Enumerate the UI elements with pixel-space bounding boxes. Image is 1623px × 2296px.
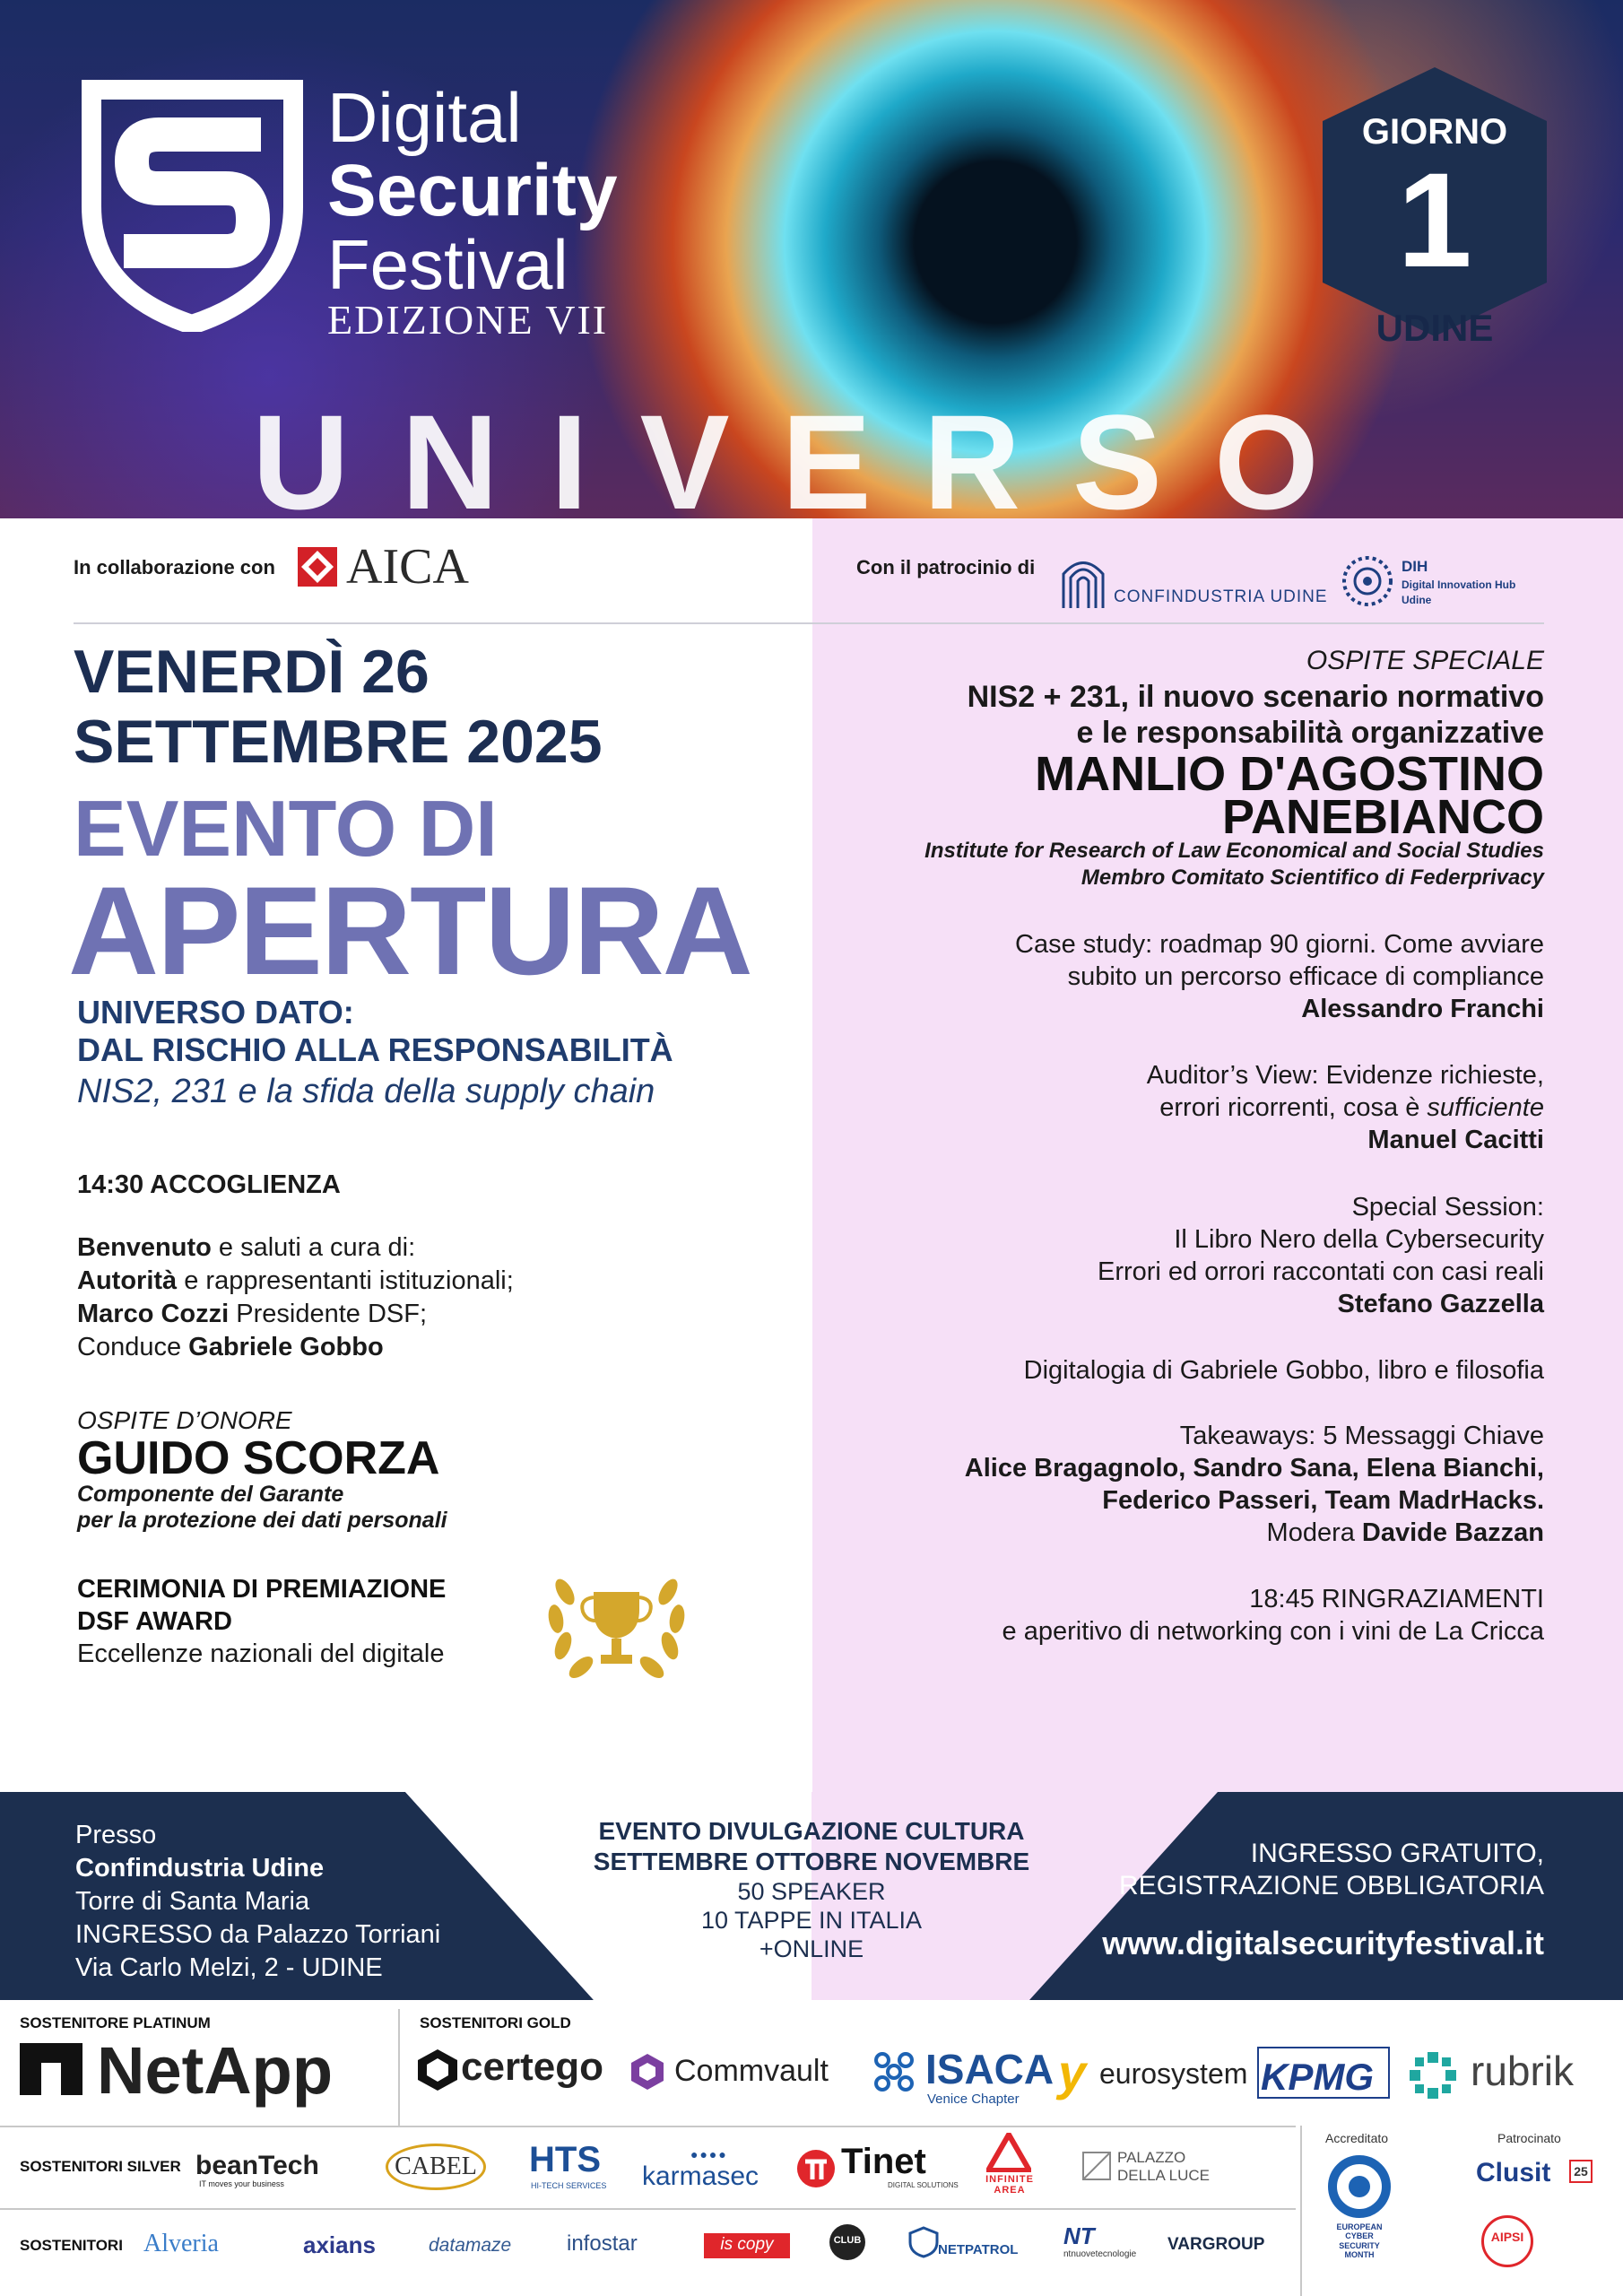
club-logo: CLUB (833, 2235, 862, 2246)
aica-logo-icon (298, 547, 337, 587)
palazzo-luce-logo: PALAZZO DELLA LUCE (1117, 2149, 1210, 2184)
session5-speakers1: Alice Bragagnolo, Sandro Sana, Elena Bianchi, (964, 1454, 1544, 1483)
venue-label: Presso (75, 1821, 157, 1849)
event-title-line2: APERTURA (68, 860, 751, 1001)
dih-city: Udine (1402, 594, 1432, 606)
session4-title: Digitalogia di Gabriele Gobbo, libro e filosofia (1023, 1356, 1544, 1385)
brand-festival: Festival (327, 225, 568, 304)
eurosystem-mark-icon: y (1058, 2044, 1087, 2100)
kpmg-logo: KPMG (1261, 2056, 1374, 2098)
isaca-chapter: Venice Chapter (927, 2092, 1020, 2107)
infinite-area-logo-icon (986, 2133, 1031, 2172)
session1-title1: Case study: roadmap 90 giorni. Come avviare (1015, 930, 1544, 959)
iscopy-logo: is copy (720, 2235, 774, 2254)
collab-label: In collaborazione con (74, 556, 275, 578)
welcome-line2: Autorità e rappresentanti istituzionali; (77, 1266, 514, 1295)
session3-title1: Special Session: (1351, 1193, 1544, 1222)
aica-logo-text: AICA (346, 539, 469, 595)
ecsm-logo-icon (1327, 2154, 1392, 2219)
ecsm-line1: EUROPEAN (1336, 2222, 1383, 2231)
netpatrol-logo: NETPATROL (938, 2242, 1019, 2257)
commvault-logo-icon (628, 2052, 667, 2092)
registration-required: REGISTRAZIONE OBBLIGATORIA (1119, 1871, 1544, 1900)
clusit-25-badge: 25 (1569, 2160, 1593, 2183)
commvault-logo: Commvault (674, 2054, 829, 2088)
closing-networking: e aperitivo di networking con i vini de La Cricca (1002, 1617, 1544, 1646)
netapp-logo: NetApp (97, 2033, 334, 2108)
tour-speakers: 50 SPEAKER (737, 1878, 886, 1905)
welcome-line3: Marco Cozzi Presidente DSF; (77, 1300, 428, 1328)
tinet-tagline: DIGITAL SOLUTIONS (888, 2181, 959, 2189)
karmasec-logo: karmasec (642, 2161, 759, 2191)
confindustria-logo-icon (1056, 547, 1110, 610)
certego-logo: certego (461, 2045, 603, 2089)
honor-guest-name: GUIDO SCORZA (77, 1432, 440, 1484)
tour-online: +ONLINE (759, 1935, 864, 1962)
venue-entrance: INGRESSO da Palazzo Torriani (75, 1920, 441, 1949)
session5-moderator: Modera Davide Bazzan (1266, 1518, 1544, 1547)
aipsi-logo: AIPSI (1490, 2230, 1524, 2244)
accredited-label: Accreditato (1325, 2131, 1389, 2145)
karmasec-dots-icon: ●●●● (690, 2147, 728, 2161)
award-description: Eccellenze nazionali del digitale (77, 1639, 445, 1668)
special-guest-affiliation1: Institute for Research of Law Economical and Social Studies (924, 839, 1544, 863)
patronage-label: Patrocinato (1497, 2131, 1561, 2145)
session1-title2: subito un percorso efficace di compliance (1067, 962, 1544, 991)
theme-line2: DAL RISCHIO ALLA RESPONSABILITÀ (77, 1031, 673, 1068)
nt-mark-icon: NT (1063, 2222, 1095, 2249)
beantech-tagline: IT moves your business (199, 2179, 284, 2188)
hero-banner (0, 0, 1623, 518)
hts-logo: HTS (529, 2140, 601, 2179)
isaca-logo-icon (872, 2049, 916, 2094)
hts-tagline: HI-TECH SERVICES (531, 2181, 607, 2190)
tinet-logo-icon (796, 2149, 836, 2188)
event-date-month: SETTEMBRE 2025 (74, 708, 603, 776)
venue-address: Via Carlo Melzi, 2 - UDINE (75, 1953, 383, 1982)
confindustria-name: CONFINDUSTRIA UDINE (1114, 587, 1328, 606)
rubrik-logo-icon (1408, 2050, 1458, 2100)
certego-logo-icon (418, 2049, 457, 2091)
welcome-line1: Benvenuto e saluti a cura di: (77, 1233, 416, 1262)
isaca-logo: ISACA (925, 2046, 1055, 2092)
rubrik-logo: rubrik (1471, 2048, 1575, 2094)
award-name: DSF AWARD (77, 1607, 232, 1636)
infinite-area-logo: INFINITE AREA (985, 2174, 1034, 2196)
day-city: UDINE (1376, 307, 1494, 349)
venue-building: Torre di Santa Maria (75, 1887, 310, 1916)
dih-subtitle: Digital Innovation Hub (1402, 578, 1516, 591)
silver-label: SOSTENITORI SILVER (20, 2158, 181, 2175)
palazzo-luce-logo-icon (1081, 2151, 1112, 2181)
registration-free: INGRESSO GRATUITO, (1250, 1839, 1544, 1868)
session3-speaker: Stefano Gazzella (1337, 1290, 1544, 1318)
special-talk-line1: NIS2 + 231, il nuovo scenario normativo (967, 680, 1544, 714)
datamaze-logo: datamaze (429, 2235, 512, 2256)
dih-logo-icon (1341, 554, 1394, 608)
session2-title1: Auditor’s View: Evidenze richieste, (1146, 1061, 1544, 1090)
cabel-logo: CABEL (395, 2152, 477, 2180)
award-ceremony: CERIMONIA DI PREMIAZIONE (77, 1575, 447, 1604)
session3-title2: Il Libro Nero della Cybersecurity (1174, 1225, 1544, 1254)
website-link[interactable]: www.digitalsecurityfestival.it (1102, 1925, 1544, 1961)
divider (74, 622, 1544, 624)
dsf-shield-logo-icon (74, 72, 311, 332)
tour-title: EVENTO DIVULGAZIONE CULTURA (598, 1817, 1025, 1845)
session3-title3: Errori ed orrori raccontati con casi reali (1097, 1257, 1544, 1286)
honor-guest-role2: per la protezione dei dati personali (77, 1508, 447, 1533)
brand-digital: Digital (327, 78, 522, 157)
divider (398, 2009, 400, 2126)
day-label: GIORNO (1361, 112, 1508, 152)
event-title-line1: EVENTO DI (74, 784, 498, 873)
session5-speakers2: Federico Passeri, Team MadrHacks. (1102, 1486, 1544, 1515)
ecsm-text (1325, 2222, 1393, 2259)
netpatrol-logo-icon (907, 2226, 940, 2258)
divider (0, 2208, 1296, 2210)
special-guest-name1: MANLIO D'AGOSTINO (1035, 747, 1544, 801)
honor-guest-label: OSPITE D’ONORE (77, 1406, 292, 1434)
alveria-logo: Alveria (143, 2230, 219, 2257)
session1-speaker: Alessandro Franchi (1301, 995, 1544, 1023)
universo-dato-banner: UNIVERSO (252, 387, 1371, 518)
divider (1300, 2126, 1302, 2296)
divider (0, 2126, 1296, 2127)
brand-security: Security (327, 150, 618, 231)
infostar-logo: infostar (567, 2231, 638, 2256)
honor-guest-role1: Componente del Garante (77, 1482, 344, 1507)
supporters-label: SOSTENITORI (20, 2237, 123, 2254)
trophy-icon (538, 1556, 695, 1691)
welcome-time: 14:30 ACCOGLIENZA (77, 1170, 341, 1199)
special-guest-label: OSPITE SPECIALE (1306, 646, 1544, 675)
axians-logo: axians (303, 2231, 376, 2258)
event-date-day: VENERDÌ 26 (74, 638, 430, 706)
gold-label: SOSTENITORI GOLD (420, 2014, 571, 2031)
netapp-logo-icon (20, 2043, 82, 2095)
vargroup-logo: VARGROUP (1167, 2235, 1265, 2254)
welcome-line4: Conduce Gabriele Gobbo (77, 1333, 384, 1361)
special-guest-name2: PANEBIANCO (1221, 790, 1544, 844)
edition-label: EDIZIONE VII (327, 297, 609, 343)
day-number: 1 (1397, 144, 1472, 295)
ecsm-line3: SECURITY (1339, 2240, 1380, 2250)
tour-months: SETTEMBRE OTTOBRE NOVEMBRE (593, 1848, 1030, 1875)
theme-line1: UNIVERSO DATO: (77, 994, 354, 1031)
platinum-label: SOSTENITORE PLATINUM (20, 2014, 211, 2031)
venue-name: Confindustria Udine (75, 1854, 325, 1883)
dih-title: DIH (1402, 558, 1428, 575)
clusit-logo: Clusit (1476, 2158, 1551, 2187)
session5-title: Takeaways: 5 Messaggi Chiave (1179, 1422, 1544, 1450)
session2-title2: errori ricorrenti, cosa è sufficiente (1159, 1093, 1544, 1122)
closing-time: 18:45 RINGRAZIAMENTI (1249, 1585, 1544, 1613)
tour-stops: 10 TAPPE IN ITALIA (700, 1907, 923, 1934)
beantech-logo: beanTech (195, 2151, 319, 2180)
session2-speaker: Manuel Cacitti (1367, 1126, 1544, 1154)
ecsm-line2: CYBER (1345, 2231, 1374, 2241)
special-guest-affiliation2: Membro Comitato Scientifico di Federprivacy (1081, 865, 1544, 890)
ecsm-line4: MONTH (1344, 2250, 1375, 2260)
special-talk-line2: e le responsabilità organizzative (1076, 716, 1544, 750)
tinet-logo: Tinet (841, 2142, 926, 2181)
ntnuovetecnologie-logo: ntnuovetecnologie (1063, 2249, 1137, 2259)
theme-line3: NIS2, 231 e la sfida della supply chain (77, 1073, 655, 1110)
patron-label: Con il patrocinio di (856, 556, 1036, 578)
eurosystem-logo: eurosystem (1099, 2057, 1248, 2090)
